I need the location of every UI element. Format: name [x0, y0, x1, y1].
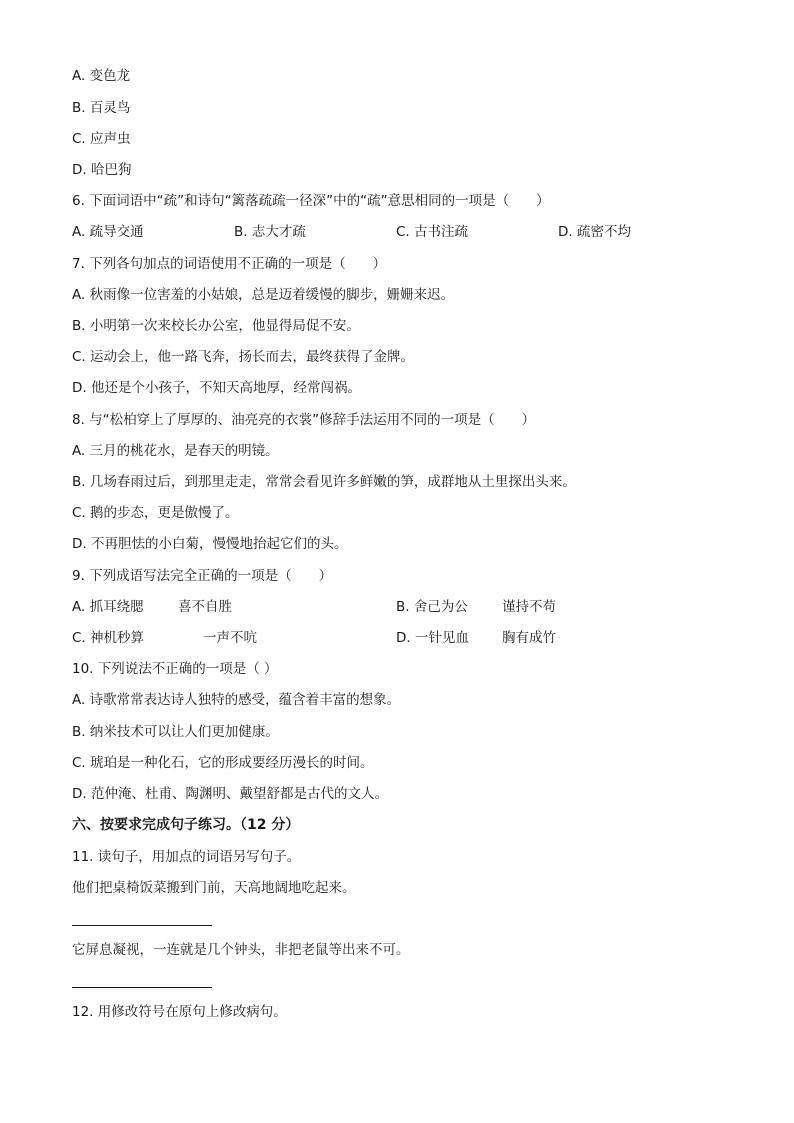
q9-option-c-second: 一声不吭	[203, 630, 257, 646]
q9-option-b-second: 谨持不苟	[502, 599, 556, 615]
q12-stem: 12. 用修改符号在原句上修改病句。	[72, 1004, 287, 1020]
q6-option-c: C. 古书注疏	[396, 224, 469, 240]
q8-stem: 8. 与“松柏穿上了厚厚的、油亮亮的衣裳”修辞手法运用不同的一项是（ ）	[72, 412, 536, 428]
q10-option-b: B. 纳米技术可以让人们更加健康。	[72, 724, 279, 740]
q11-stem: 11. 读句子，用加点的词语另写句子。	[72, 849, 301, 865]
q7-option-c: C. 运动会上，他一路飞奔，扬长而去，最终获得了金牌。	[72, 349, 415, 365]
q10-option-d: D. 范仲淹、杜甫、陶渊明、戴望舒都是古代的文人。	[72, 786, 388, 802]
q10-stem: 10. 下列说法不正确的一项是（ ）	[72, 661, 278, 677]
q8-option-d: D. 不再胆怯的小白菊，慢慢地抬起它们的头。	[72, 536, 348, 552]
section-six-heading: 六、按要求完成句子练习。（12 分）	[72, 817, 300, 833]
answer-blank-2[interactable]	[72, 987, 212, 988]
q9-option-c-label: C. 神机秒算	[72, 630, 145, 646]
q6-stem: 6. 下面词语中“疏”和诗句“篱落疏疏一径深”中的“疏”意思相同的一项是（ ）	[72, 193, 550, 209]
q11-sentence-1: 他们把桌椅饭菜搬到门前，天高地阔地吃起来。	[72, 880, 356, 896]
q9-option-b-label: B. 舍己为公	[396, 599, 468, 615]
q9-option-d-label: D. 一针见血	[396, 630, 469, 646]
q8-option-b: B. 几场春雨过后，到那里走走，常常会看见许多鲜嫩的笋，成群地从土里探出头来。	[72, 474, 576, 490]
q9-option-d-second: 胸有成竹	[502, 630, 556, 646]
q7-option-a: A. 秋雨像一位害羞的小姑娘，总是迈着缓慢的脚步，姗姗来迟。	[72, 287, 455, 303]
q6-option-b: B. 志大才疏	[234, 224, 306, 240]
q9-stem: 9. 下列成语写法完全正确的一项是（ ）	[72, 568, 333, 584]
q11-sentence-2: 它屏息凝视，一连就是几个钟头，非把老鼠等出来不可。	[72, 942, 410, 958]
q6-option-a: A. 疏导交通	[72, 224, 144, 240]
q5-option-c: C. 应声虫	[72, 131, 131, 147]
q6-option-d: D. 疏密不均	[558, 224, 631, 240]
q10-option-a: A. 诗歌常常表达诗人独特的感受，蕴含着丰富的想象。	[72, 692, 401, 708]
answer-blank-1[interactable]	[72, 925, 212, 926]
q5-option-a: A. 变色龙	[72, 68, 131, 84]
q7-option-b: B. 小明第一次来校长办公室，他显得局促不安。	[72, 318, 360, 334]
q9-option-a-second: 喜不自胜	[178, 599, 232, 615]
q5-option-d: D. 哈巴狗	[72, 162, 132, 178]
q8-option-c: C. 鹅的步态，更是傲慢了。	[72, 505, 239, 521]
q7-option-d: D. 他还是个小孩子，不知天高地厚，经常闯祸。	[72, 380, 361, 396]
q9-option-a-label: A. 抓耳绕腮	[72, 599, 144, 615]
q5-option-b: B. 百灵鸟	[72, 100, 131, 116]
q7-stem: 7. 下列各句加点的词语使用不正确的一项是（ ）	[72, 256, 387, 272]
q8-option-a: A. 三月的桃花水，是春天的明镜。	[72, 443, 279, 459]
q10-option-c: C. 琥珀是一种化石，它的形成要经历漫长的时间。	[72, 755, 374, 771]
